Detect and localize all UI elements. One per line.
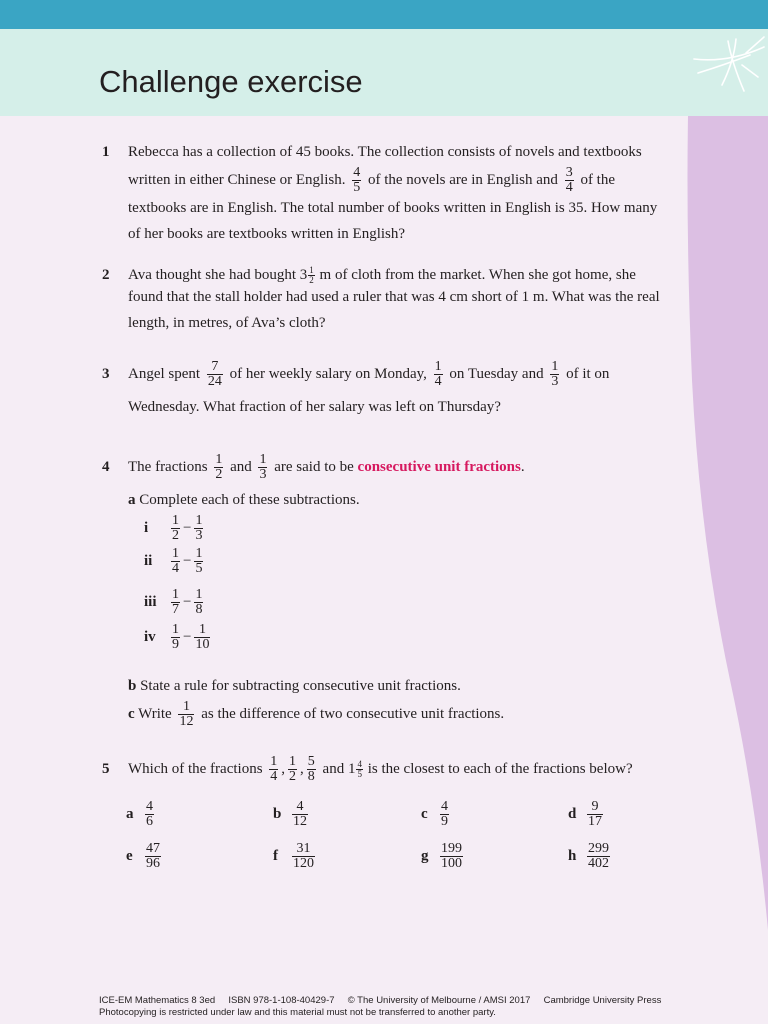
text-segment: is the closest to each of the fractions below? (367, 761, 633, 777)
text-segment: are said to be (274, 459, 354, 475)
text-segment: of the (580, 172, 616, 188)
top-color-bar (0, 0, 768, 29)
text-line: textbooks are in English. The total number of books written in English is 35. How many (128, 200, 658, 216)
fraction: $\frac{1}{4}$ (270, 754, 278, 785)
star-burst-logo-icon (688, 33, 768, 103)
fraction: $\frac{47}{96}$ (146, 841, 160, 871)
fraction: $\frac{1}{4}$ (434, 359, 442, 390)
text-segment: and 1 (322, 761, 356, 777)
sub-label: ii (144, 552, 153, 569)
question-5 (102, 752, 682, 788)
fraction: $\frac{1}{2}$ (215, 452, 223, 483)
text-segment: on Tuesday and (449, 366, 544, 382)
subtraction-ii (144, 547, 206, 576)
sub-label: i (144, 519, 149, 536)
part-text: State a rule for subtracting consecutive unit fractions. (140, 678, 461, 694)
fraction: $\frac{4}{5}$ (353, 165, 361, 196)
question-number: 1 (102, 144, 110, 160)
fraction: $\frac{1}{2}$ (309, 265, 314, 286)
fraction: $\frac{4}{5}$ (357, 759, 362, 780)
fraction: $\frac{5}{8}$ (307, 754, 315, 785)
question-3 (102, 358, 682, 428)
fraction: $\frac{31}{120}$ (293, 841, 314, 871)
item-label: h (568, 847, 577, 864)
text-line: length, in metres, of Ava’s cloth? (128, 315, 326, 331)
item-label: d (568, 805, 577, 822)
minus-sign: − (183, 519, 192, 536)
question-1 (102, 139, 682, 249)
text-segment: The fractions (128, 459, 208, 475)
item-label: g (421, 847, 429, 864)
fraction: $\frac{1}{7}$ (172, 587, 179, 617)
question-number: 5 (102, 761, 110, 777)
fraction: $\frac{4}{12}$ (293, 799, 307, 829)
subtraction-i (144, 514, 206, 543)
text-segment: Angel spent (128, 366, 201, 382)
item-e (126, 842, 164, 871)
part-c (128, 698, 504, 730)
text-segment: Ava thought she had bought 3 (128, 267, 308, 283)
item-g (421, 842, 466, 871)
subtraction-iv (144, 623, 213, 652)
part-text: as the difference of two consecutive unit fractions. (201, 706, 505, 722)
part-text: Write (138, 706, 172, 722)
part-b (128, 673, 461, 699)
fraction: $\frac{299}{402}$ (588, 841, 609, 871)
copyright: © The University of Melbourne / AMSI 2017 (347, 995, 531, 1006)
fraction: $\frac{1}{4}$ (172, 546, 179, 576)
fraction-grid (126, 800, 646, 880)
text-line: of her books are textbooks written in English? (128, 226, 406, 242)
comma: , (300, 761, 304, 777)
item-b (273, 800, 311, 829)
item-label: c (421, 805, 428, 822)
sub-label: iii (144, 593, 157, 610)
fraction: $\frac{9}{17}$ (588, 799, 602, 829)
question-number: 2 (102, 267, 110, 283)
highlighted-term: consecutive unit fractions (357, 459, 521, 475)
text-line: Rebecca has a collection of 45 books. The collection consists of novels and textbooks (128, 144, 642, 160)
text-line: found that the stall holder had used a ruler that was 4 cm short of 1 m. What was the real (128, 289, 660, 305)
fraction: $\frac{1}{5}$ (195, 546, 203, 576)
minus-sign: − (183, 552, 192, 569)
text-segment: of the novels are in English and (367, 172, 558, 188)
text-segment: written in either Chinese or English. (128, 172, 346, 188)
item-d (568, 800, 606, 829)
book-title: ICE-EM Mathematics 8 3ed (99, 995, 216, 1006)
text-line: Wednesday. What fraction of her salary was left on Thursday? (128, 399, 501, 415)
comma: , (281, 761, 286, 777)
text-segment: Which of the fractions (128, 761, 263, 777)
fraction: $\frac{4}{6}$ (146, 799, 153, 829)
item-f (273, 842, 318, 871)
fraction: $\frac{3}{4}$ (565, 165, 573, 196)
subtraction-iii (144, 588, 206, 617)
fraction: $\frac{1}{12}$ (179, 699, 194, 730)
item-h (568, 842, 613, 871)
fraction: $\frac{1}{3}$ (259, 452, 267, 483)
item-label: f (273, 847, 278, 864)
question-2 (102, 262, 682, 342)
sub-label: iv (144, 628, 156, 645)
part-label: a (128, 492, 136, 508)
fraction: $\frac{1}{10}$ (195, 622, 210, 652)
part-label: b (128, 678, 137, 694)
isbn: ISBN 978-1-108-40429-7 (228, 995, 335, 1006)
fraction: $\frac{1}{3}$ (195, 513, 203, 543)
fraction: $\frac{7}{24}$ (207, 359, 222, 390)
text-segment: of her weekly salary on Monday, (229, 366, 427, 382)
fraction: $\frac{199}{100}$ (441, 841, 462, 871)
part-text: Complete each of these subtractions. (139, 492, 360, 508)
text-segment: m of cloth from the market. When she got home, she (319, 267, 636, 283)
part-label: c (128, 706, 135, 722)
question-4 (102, 451, 682, 751)
minus-sign: − (183, 628, 192, 645)
photocopy-notice: Photocopying is restricted under law and this material must not be transferred to another party. (99, 1007, 496, 1018)
fraction: $\frac{1}{8}$ (195, 587, 203, 617)
fraction: $\frac{1}{2}$ (289, 754, 297, 785)
item-a (126, 800, 157, 829)
fraction: $\frac{1}{2}$ (172, 513, 179, 543)
fraction: $\frac{4}{9}$ (441, 799, 448, 829)
question-number: 3 (102, 366, 110, 382)
text-segment: and (230, 459, 252, 475)
item-label: b (273, 805, 282, 822)
item-label: a (126, 805, 134, 822)
part-a (128, 487, 360, 513)
text-segment: . (520, 459, 525, 475)
fraction: $\frac{1}{3}$ (551, 359, 559, 390)
page-header (0, 29, 768, 116)
text-segment: of it on (566, 366, 610, 382)
minus-sign: − (183, 593, 192, 610)
fraction: $\frac{1}{9}$ (172, 622, 179, 652)
item-label: e (126, 847, 133, 864)
page-title: Challenge exercise (99, 64, 363, 99)
question-number: 4 (102, 459, 110, 475)
page-footer (99, 995, 719, 1019)
publisher: Cambridge University Press (543, 995, 662, 1006)
item-c (421, 800, 452, 829)
